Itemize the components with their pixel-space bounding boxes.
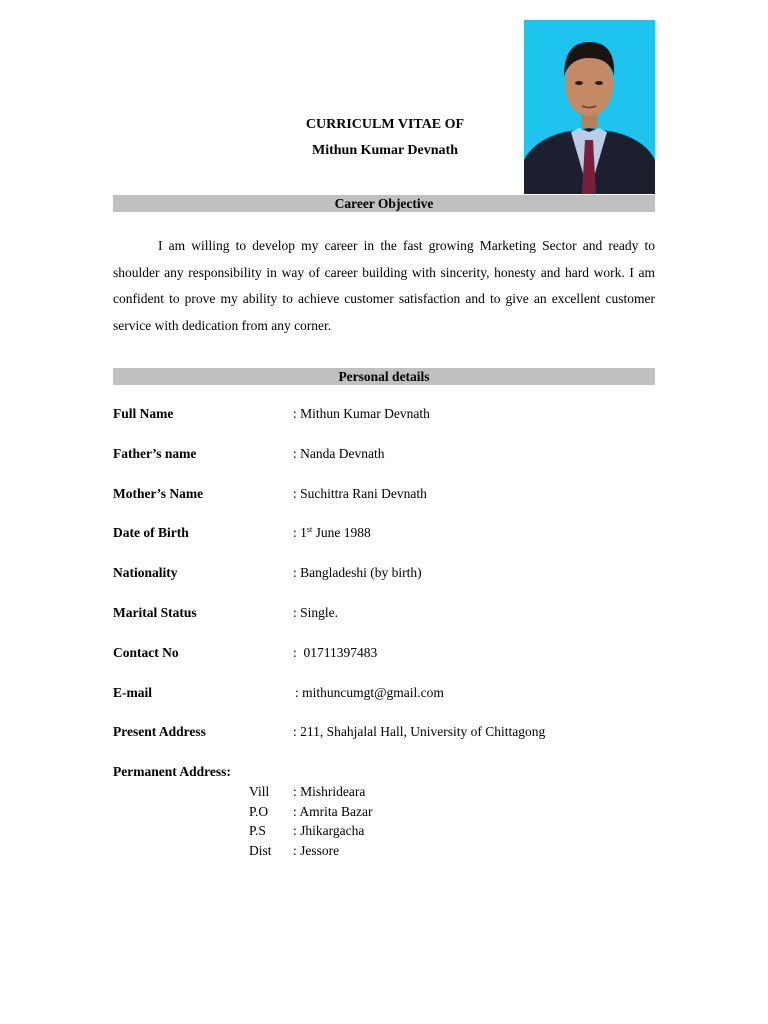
field-label: Marital Status: [113, 605, 197, 620]
detail-row-email: [113, 685, 655, 705]
field-value: : mithuncumgt@gmail.com: [295, 685, 444, 700]
field-value: : Mithun Kumar Devnath: [293, 406, 430, 421]
dob-month-year: June 1988: [312, 525, 371, 540]
dob-day: : 1: [293, 525, 307, 540]
field-label: Father’s name: [113, 446, 197, 461]
detail-row-contact: [113, 645, 655, 665]
address-value: : Jhikargacha: [293, 823, 365, 838]
address-value: : Mishrideara: [293, 784, 366, 799]
detail-row-nationality: [113, 565, 655, 585]
field-label: Nationality: [113, 565, 178, 580]
detail-row-dob: [113, 525, 655, 545]
detail-row-mother: [113, 486, 655, 506]
address-value: : Jessore: [293, 843, 340, 858]
field-value: : 211, Shahjalal Hall, University of Chittagong: [293, 724, 546, 739]
dob-ordinal: st: [306, 525, 313, 534]
field-label: Full Name: [113, 406, 174, 421]
detail-row-full-name: [113, 406, 655, 426]
permanent-address-label: Permanent Address:: [113, 764, 231, 779]
profile-photo: [524, 20, 655, 194]
detail-row-present-address: [113, 724, 655, 744]
field-value: [293, 525, 371, 541]
field-value: : Bangladeshi (by birth): [293, 565, 422, 580]
section-header-career-objective: Career Objective: [113, 195, 655, 212]
field-value: : Suchittra Rani Devnath: [293, 486, 427, 501]
address-key: Dist: [249, 843, 272, 858]
candidate-name: Mithun Kumar Devnath: [312, 143, 458, 158]
document-title: CURRICULM VITAE OF: [305, 117, 465, 132]
field-value: : 01711397483: [293, 645, 378, 660]
field-value: : Single.: [293, 605, 339, 620]
field-label: Contact No: [113, 645, 179, 660]
detail-row-father: [113, 446, 655, 466]
address-key: P.O: [249, 804, 269, 819]
field-label: E-mail: [113, 685, 152, 700]
address-value: : Amrita Bazar: [293, 804, 373, 819]
section-header-personal-details: Personal details: [113, 368, 655, 385]
career-objective-text: I am willing to develop my career in the fast growing Marketing Sector and ready to shoulder any responsibility in way of career building with sincerity, honesty and hard work. I am confident to prove my ability to achieve customer satisfaction and to give an excellent customer service with dedication from any corner.: [113, 238, 655, 333]
field-value: : Nanda Devnath: [293, 446, 385, 461]
detail-row-marital-status: [113, 605, 655, 625]
address-key: P.S: [249, 823, 266, 838]
field-label: Mother’s Name: [113, 486, 204, 501]
address-key: Vill: [249, 784, 270, 799]
field-label: Date of Birth: [113, 525, 189, 540]
field-label: Present Address: [113, 724, 206, 739]
